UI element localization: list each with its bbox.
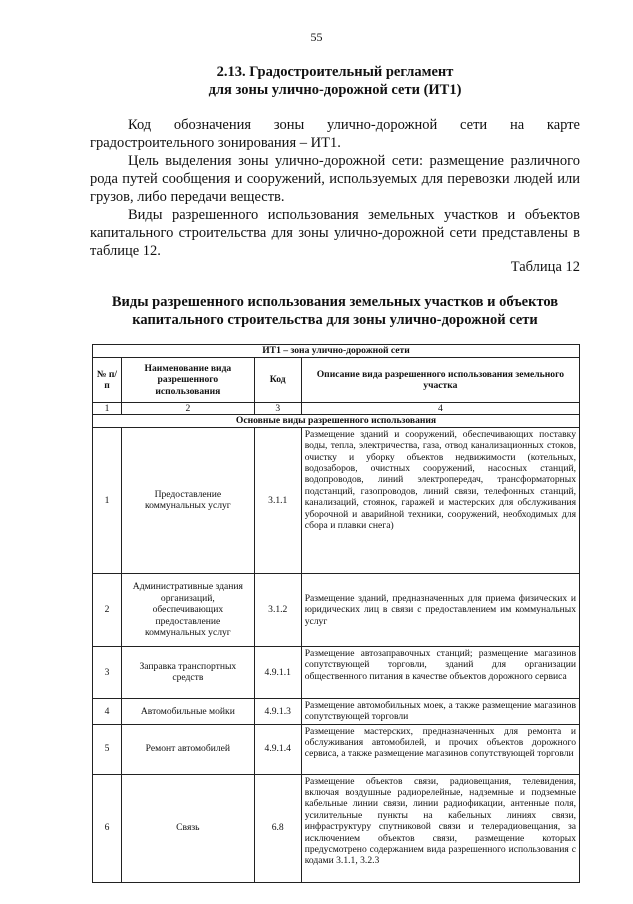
table-zone-row [93,345,580,358]
table-row [93,698,580,724]
row-num: 6 [93,774,122,882]
row-name: Автомобильные мойки [121,698,254,724]
header-name: Наименование вида разрешенного использования [121,358,254,403]
row-name: Предоставление коммунальных услуг [121,427,254,573]
row-code: 6.8 [254,774,301,882]
column-number: 4 [301,403,579,415]
paragraph-table-reference-text: Виды разрешенного использования земельных участков и объектов капитального строительства для зоны улично-дорожной сети представлены в таблице 12. [90,207,580,259]
row-num: 5 [93,724,122,774]
table-section-row [93,415,580,427]
row-description: Размещение зданий и сооружений, обеспечивающих поставку воды, тепла, электричества, газа, отвод канализационных стоков, очистку и уборку объектов недвижимости (котельных, водозаборов, очистных сооружений, насосных станций, водопроводов, линий электропередач, трансформаторных подстанций, газопроводов, линий связи, телефонных станций, канализаций, стоянок, гаражей и мастерских для обслуживания уборочной и аварийной техники, сооружений, необходимых для сбора и плавки снега) [301,427,579,573]
row-description: Размещение автомобильных моек, а также размещение магазинов сопутствующей торговли [301,698,579,724]
paragraph-zone-code [90,116,580,152]
row-name: Связь [121,774,254,882]
column-number: 2 [121,403,254,415]
paragraph-zone-purpose-text: Цель выделения зоны улично-дорожной сети: размещение различного рода путей сообщения и сооружений, используемых для перевозки людей или грузов, либо передачи веществ. [90,153,580,205]
row-num: 4 [93,698,122,724]
row-num: 2 [93,573,122,646]
paragraph-table-reference [90,206,580,260]
row-description: Размещение объектов связи, радиовещания, телевидения, включая воздушные радиорелейные, надземные и подземные кабельные линии связи, линии радиофикации, антенные поля, усилительные пункты на кабельных линиях связи, инфраструктуру спутниковой связи и телерадиовещания, за исключением объектов связи, размещение которых предусмотрено содержанием вида разрешенного использования с кодами 3.1.1, 3.2.3 [301,774,579,882]
section-heading-line2: для зоны улично-дорожной сети (ИТ1) [208,82,462,98]
table-header-row [93,358,580,403]
row-num: 3 [93,646,122,698]
paragraph-zone-code-text: Код обозначения зоны улично-дорожной сети на карте градостроительного зонирования – ИТ1. [90,117,580,151]
row-description: Размещение мастерских, предназначенных для ремонта и обслуживания автомобилей, и прочих объектов дорожного сервиса, а также размещение магазинов сопутствующей торговли [301,724,579,774]
paragraph-zone-purpose [90,152,580,206]
header-code: Код [254,358,301,403]
row-code: 4.9.1.3 [254,698,301,724]
table-zone-title: ИТ1 – зона улично-дорожной сети [93,345,580,358]
table-row [93,724,580,774]
column-number: 1 [93,403,122,415]
row-description: Размещение зданий, предназначенных для приема физических и юридических лиц в связи с предоставлением им коммунальных услуг [301,573,579,646]
table-title-line1: Виды разрешенного использования земельных участков и объектов [111,294,559,310]
table-title-line2: капитального строительства для зоны улично-дорожной сети [132,312,538,328]
header-num: № п/п [93,358,122,403]
row-name: Заправка транспортных средств [121,646,254,698]
row-code: 4.9.1.4 [254,724,301,774]
permitted-use-table [92,344,580,883]
table-row [93,427,580,573]
section-heading [90,63,580,99]
row-code: 3.1.2 [254,573,301,646]
column-number: 3 [254,403,301,415]
table-section-title: Основные виды разрешенного использования [93,415,580,427]
table-title [90,293,580,329]
header-description: Описание вида разрешенного использования земельного участка [301,358,579,403]
row-name: Административные здания организаций, обеспечивающих предоставление коммунальных услуг [121,573,254,646]
row-code: 3.1.1 [254,427,301,573]
row-description: Размещение автозаправочных станций; размещение магазинов сопутствующей торговли, зданий для организации общественного питания в качестве объектов дорожного сервиса [301,646,579,698]
row-code: 4.9.1.1 [254,646,301,698]
table-row [93,774,580,882]
page-number: 55 [310,30,323,44]
table-row [93,573,580,646]
table-label: Таблица 12 [510,259,580,275]
section-heading-line1: 2.13. Градостроительный регламент [216,64,454,80]
row-num: 1 [93,427,122,573]
table-column-numbers-row [93,403,580,415]
table-row [93,646,580,698]
row-name: Ремонт автомобилей [121,724,254,774]
